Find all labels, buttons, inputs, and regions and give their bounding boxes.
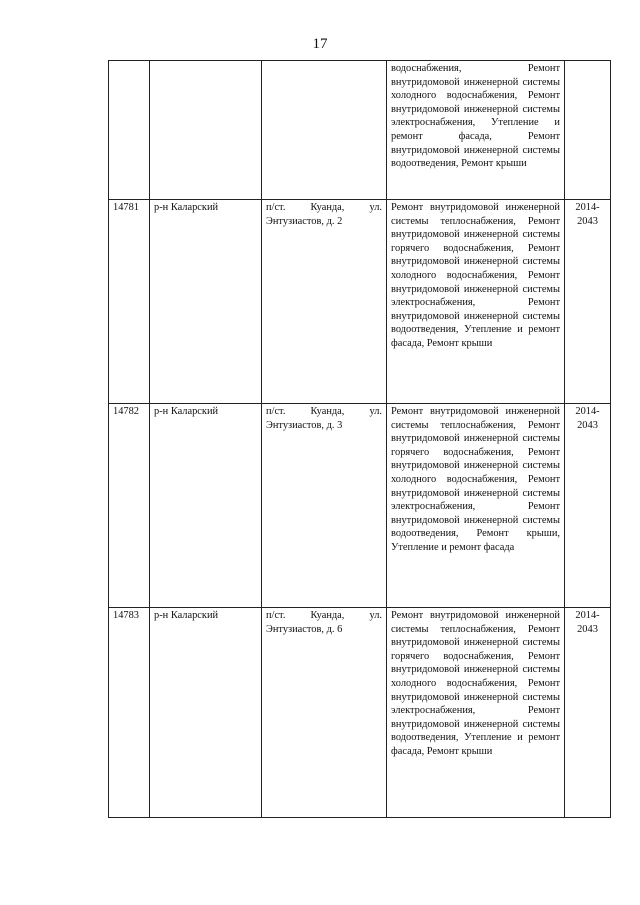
period-cell: 2014-2043 [565, 404, 611, 608]
address-cell: п/ст. Куанда, ул. Энтузиастов, д. 6 [262, 608, 387, 818]
table-row [109, 200, 611, 404]
row-id-cell: 14783 [109, 608, 150, 818]
row-id-cell: 14782 [109, 404, 150, 608]
page-number: 17 [312, 36, 328, 52]
address-cell [262, 61, 387, 200]
row-id-cell [109, 61, 150, 200]
works-cell: Ремонт внутридомовой инженерной системы теплоснабжения, Ремонт внутридомовой инженерной системы горячего водоснабжения, Ремонт внутридомовой инженерной системы холодного водоснабжения, Ремонт внутридомовой инженерной системы электроснабжения, Ремонт внутридомовой инженерной системы водоотведения, Ремонт крыши, Утепление и ремонт фасада [387, 404, 565, 608]
district-cell: р-н Каларский [150, 200, 262, 404]
works-cell: Ремонт внутридомовой инженерной системы теплоснабжения, Ремонт внутридомовой инженерной системы горячего водоснабжения, Ремонт внутридомовой инженерной системы холодного водоснабжения, Ремонт внутридомовой инженерной системы электроснабжения, Ремонт внутридомовой инженерной системы водоотведения, Утепление и ремонт фасада, Ремонт крыши [387, 200, 565, 404]
table-row [109, 404, 611, 608]
table-row [109, 608, 611, 818]
works-cell: Ремонт внутридомовой инженерной системы теплоснабжения, Ремонт внутридомовой инженерной системы горячего водоснабжения, Ремонт внутридомовой инженерной системы холодного водоснабжения, Ремонт внутридомовой инженерной системы электроснабжения, Ремонт внутридомовой инженерной системы водоотведения, Утепление и ремонт фасада, Ремонт крыши [387, 608, 565, 818]
works-cell: водоснабжения, Ремонт внутридомовой инженерной системы холодного водоснабжения, Ремонт внутридомовой инженерной системы электроснабжения, Утепление и ремонт фасада, Ремонт внутридомовой инженерной системы водоотведения, Ремонт крыши [387, 61, 565, 200]
period-cell [565, 61, 611, 200]
row-id-cell: 14781 [109, 200, 150, 404]
period-cell: 2014-2043 [565, 200, 611, 404]
registry-table [108, 60, 611, 818]
table-row [109, 61, 611, 200]
address-cell: п/ст. Куанда, ул. Энтузиастов, д. 2 [262, 200, 387, 404]
period-cell: 2014-2043 [565, 608, 611, 818]
district-cell: р-н Каларский [150, 608, 262, 818]
district-cell [150, 61, 262, 200]
district-cell: р-н Каларский [150, 404, 262, 608]
address-cell: п/ст. Куанда, ул. Энтузиастов, д. 3 [262, 404, 387, 608]
